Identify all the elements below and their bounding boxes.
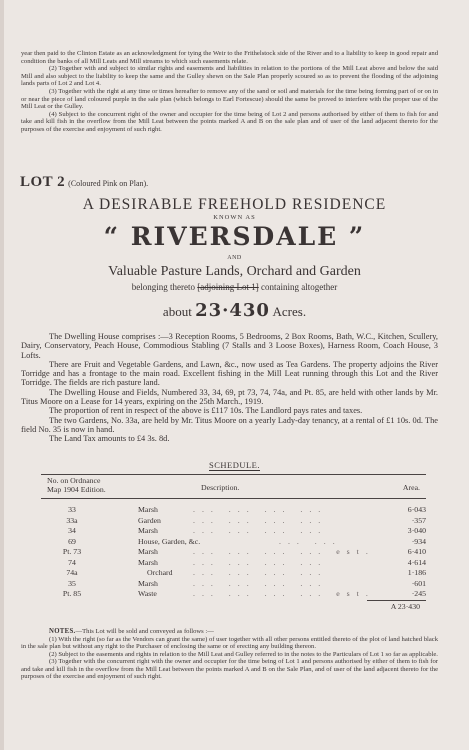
row-area: ·245 bbox=[411, 589, 426, 598]
row-desc: Marsh bbox=[138, 547, 158, 556]
lot-heading bbox=[20, 174, 148, 191]
table-row bbox=[41, 589, 426, 600]
belonging-pre: belonging thereto bbox=[131, 282, 198, 292]
row-area: 6·043 bbox=[407, 505, 426, 514]
table-rule-top bbox=[41, 474, 426, 475]
heading-line-2: Valuable Pasture Lands, Orchard and Garden bbox=[108, 264, 361, 279]
row-no: 74 bbox=[68, 557, 76, 567]
easement-notes bbox=[21, 50, 438, 134]
row-no: 33a bbox=[66, 515, 78, 525]
header-area: Area. bbox=[402, 483, 420, 492]
table-row bbox=[41, 505, 426, 516]
schedule-title bbox=[0, 460, 469, 470]
row-desc: Marsh bbox=[138, 557, 158, 567]
row-desc: House, Garden, &c. bbox=[138, 536, 201, 546]
property-description bbox=[21, 332, 438, 444]
heading-and: AND bbox=[227, 255, 242, 261]
table-row bbox=[41, 568, 426, 579]
row-dots: ... ... ... ... est. bbox=[193, 589, 375, 598]
row-dots: ... ... ... ... bbox=[193, 515, 328, 525]
row-desc: Marsh bbox=[138, 578, 158, 588]
row-area: 3·040 bbox=[407, 526, 426, 535]
schedule-title-text: SCHEDULE. bbox=[208, 460, 260, 470]
table-row bbox=[41, 516, 426, 527]
row-area: ·357 bbox=[411, 515, 426, 525]
row-dots: ... ... ... ... bbox=[193, 557, 328, 567]
description-paragraph-2: There are Fruit and Vegetable Gardens, and Lawn, &c., now used as Tea Gardens. The property adjoins the River Torridge and has a frontage to the main road. Excellent fishing in the Mill Leat running through this Lot and the River Torridge. The fields are rich pasture land. bbox=[21, 359, 438, 388]
row-area: ·601 bbox=[411, 578, 426, 588]
row-area: 1·186 bbox=[407, 568, 426, 577]
header-map-line-1: No. on Ordnance bbox=[47, 476, 101, 485]
total-rule bbox=[367, 600, 426, 601]
notes-label: NOTES. bbox=[49, 628, 76, 635]
easement-paragraph-2: (2) Together with and subject to similar rights and easements and liabilities in relation to the portions of the Mill Leat above and below the said Mill and also subject to the liability to keep the same and the Gulley shewn on the Sale Plan properly scoured so as to prevent the flooding of the adjoining lands parts of Lot 2 and Lot 4. bbox=[21, 65, 438, 88]
row-no: Pt. 73 bbox=[62, 547, 82, 556]
note-item-2: (2) Subject to the easements and rights in relation to the Mill Leat and Gulley referred to in the notes to the Particulars of Lot 1 so far as applicable. bbox=[49, 650, 438, 658]
row-no: Pt. 85 bbox=[62, 589, 82, 598]
row-dots: ... ... ... ... est. bbox=[193, 547, 375, 556]
table-row bbox=[41, 547, 426, 558]
table-row bbox=[41, 558, 426, 569]
row-desc: Marsh bbox=[138, 526, 158, 535]
description-paragraph-4: The proportion of rent in respect of the above is £117 10s. The Landlord pays rates and taxes. bbox=[49, 406, 363, 416]
header-map-line-2: Map 1904 Edition. bbox=[47, 484, 106, 494]
easement-paragraph-4: (4) Subject to the concurrent right of the owner and occupier for the time being of Lot 2 and persons authorised by either of them to fish for and take and kill fish in the overflow from the Mill Leat between the points marked A and B on the sale plan and of user of the land adjacent thereto for the purposes of the exercise and enjoyment of such right. bbox=[21, 110, 438, 133]
row-dots: ... ... ... ... bbox=[193, 568, 328, 577]
acres-label: Acres. bbox=[272, 304, 307, 319]
row-no: 35 bbox=[68, 578, 76, 588]
description-paragraph-6: The Land Tax amounts to £4 3s. 8d. bbox=[49, 434, 170, 444]
acres-value: 23·430 bbox=[195, 300, 270, 321]
table-rule-header bbox=[41, 498, 426, 499]
note-item-3: (3) Together with the concurrent right with the owner and occupier for the time being of Lot 1 and persons authorised by either of them to fish for and take and kill fish in the overflow from the Mill Leat between the points marked A and B on the Sale Plan, and of user of the land adjacent thereto for the purposes of the exercise and enjoyment of such right. bbox=[21, 658, 438, 680]
row-dots: ... ... bbox=[279, 536, 342, 546]
easement-paragraph-1: year then paid to the Clinton Estate as an acknowledgment for tying the Weir to the Frithelstock side of the River and to a liability to keep in good repair and condition the banks of all Mill Leats and Mill streams to which such easements relate. bbox=[21, 50, 438, 65]
row-dots: ... ... ... ... bbox=[193, 526, 328, 535]
row-area: 6·410 bbox=[407, 547, 426, 556]
total-area: A 23·430 bbox=[390, 602, 420, 611]
note-item-1: (1) With the right (so far as the Vendors can grant the same) of user together with all other persons entitled thereto of the plot of land hatched black in the sale plan but without any right to the Purchaser of enclosing the same or of erecting any building thereon. bbox=[21, 635, 438, 650]
row-no: 33 bbox=[68, 505, 76, 514]
row-no: 74a bbox=[66, 568, 78, 577]
row-no: 69 bbox=[68, 536, 76, 546]
lot-label: LOT 2 bbox=[20, 174, 66, 190]
row-desc: Garden bbox=[138, 515, 161, 525]
acreage-line bbox=[0, 300, 469, 321]
easement-paragraph-3: (3) Together with the right at any time or times hereafter to remove any of the sand or soil and materials for the time being forming part of or on in or near the piece of land coloured purple in the sale plan (which belongs to Earl Fortescue) should the same be proved to interfere with the proper use of the Mill Leat or the Gulley. bbox=[21, 87, 438, 111]
row-desc: Marsh bbox=[138, 505, 158, 514]
belonging-line bbox=[0, 282, 469, 292]
notes-heading bbox=[21, 628, 438, 636]
description-paragraph-3: The Dwelling House and Fields, Numbered 33, 34, 69, pt 73, 74, 74a, and Pt. 85, are held with other lands by Mr. Titus Moore on a Lease for 14 years, expiring on the 25th March., 1919. bbox=[21, 387, 438, 407]
table-row bbox=[41, 579, 426, 590]
lot-notes bbox=[21, 628, 438, 681]
row-dots: ... ... ... ... bbox=[193, 505, 328, 514]
header-description: Description. bbox=[201, 483, 240, 492]
row-area: ·934 bbox=[411, 536, 426, 546]
row-area: 4·614 bbox=[407, 557, 426, 567]
belonging-post: containing altogether bbox=[261, 282, 338, 292]
row-desc: Waste bbox=[138, 589, 157, 598]
known-as: KNOWN AS bbox=[213, 214, 256, 221]
description-paragraph-1: The Dwelling House comprises :—3 Reception Rooms, 5 Bedrooms, 2 Box Rooms, Bath, W.C., Kitchen, Scullery, Dairy, Conservatory, Peach House, Commodious Stabling (7 Stalls and 3 Loose Boxes), Harness Room, Coach House, 3 Lofts. bbox=[21, 332, 438, 360]
heading-line-1: A DESIRABLE FREEHOLD RESIDENCE bbox=[82, 196, 387, 213]
belonging-struck: [adjoining Lot 1] bbox=[197, 282, 259, 292]
table-row bbox=[41, 537, 426, 548]
lot-note: (Coloured Pink on Plan). bbox=[68, 179, 149, 188]
row-dots: ... ... ... ... bbox=[193, 578, 328, 588]
property-name: “ RIVERSDALE ” bbox=[103, 222, 366, 251]
row-desc: Orchard bbox=[147, 568, 173, 577]
row-no: 34 bbox=[68, 526, 76, 535]
description-paragraph-5: The two Gardens, No. 33a, are held by Mr. Titus Moore on a yearly Lady-day tenancy, at a rental of £1 10s. 0d. The field No. 35 is now in hand. bbox=[21, 415, 438, 434]
header-map bbox=[47, 477, 106, 494]
notes-intro: —This Lot will be sold and conveyed as follows :— bbox=[75, 628, 214, 635]
table-row bbox=[41, 526, 426, 537]
about-label: about bbox=[162, 304, 192, 319]
page-edge bbox=[0, 0, 4, 750]
